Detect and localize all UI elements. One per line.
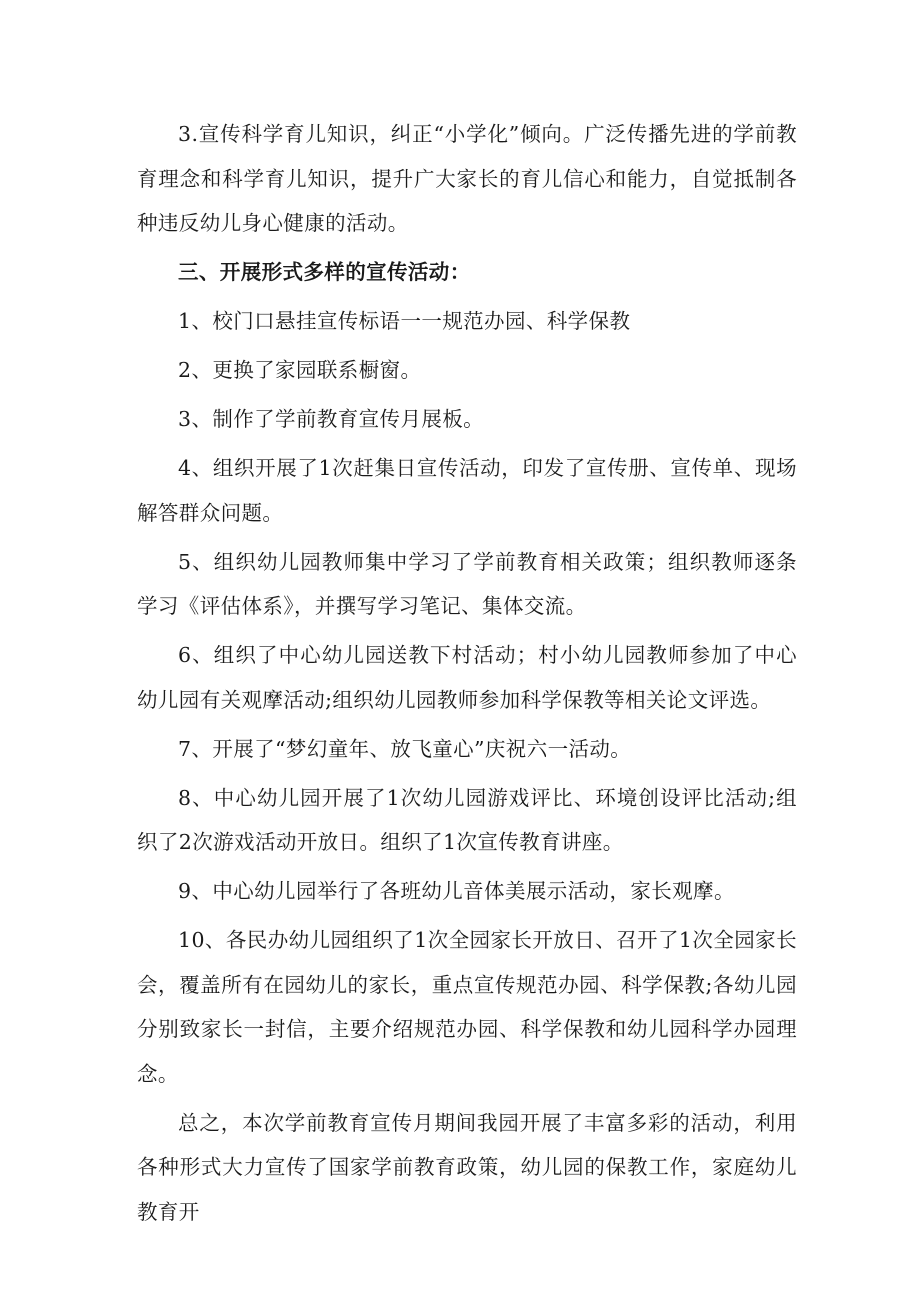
list-item-9-arts-showcase: 9、中心幼儿园举行了各班幼儿音体美展示活动，家长观摩。 (178, 879, 735, 903)
summary-paragraph: 总之，本次学前教育宣传月期间我园开展了丰富多彩的活动，利用各种形式大力宣传了国家学前教育政策，幼儿园的保教工作，家庭幼儿教育开 (137, 1110, 797, 1224)
list-item-8-game-evaluation: 8、中心幼儿园开展了1次幼儿园游戏评比、环境创设评比活动;组织了2次游戏活动开放日。组织了1次宣传教育讲座。 (137, 785, 797, 854)
list-item-2-display-window: 2、更换了家园联系橱窗。 (178, 358, 422, 382)
list-item-4-market-day: 4、组织开展了1次赶集日宣传活动，印发了宣传册、宣传单、现场解答群众问题。 (137, 456, 797, 525)
list-item-1-slogan: 1、校门口悬挂宣传标语一一规范办园、科学保教 (178, 309, 631, 333)
paragraph-item-3-science-parenting: 3.宣传科学育儿知识，纠正“小学化”倾向。广泛传播先进的学前教育理念和科学育儿知识，提升广大家长的育儿信心和能力，自觉抵制各种违反幼儿身心健康的活动。 (137, 122, 797, 235)
list-item-6-village-teaching: 6、组织了中心幼儿园送教下村活动；村小幼儿园教师参加了中心幼儿园有关观摩活动;组织幼儿园教师参加科学保教等相关论文评选。 (137, 643, 797, 712)
list-item-3-display-board: 3、制作了学前教育宣传月展板。 (178, 407, 485, 431)
document-body (137, 112, 797, 1239)
list-item-10-private-kindergartens: 10、各民办幼儿园组织了1次全园家长开放日、召开了1次全园家长会，覆盖所有在园幼儿的家长，重点宣传规范办园、科学保教;各幼儿园分别致家长一封信，主要介绍规范办园、科学保教和幼儿园科学办园理念。 (137, 928, 797, 1086)
list-item-5-teacher-study: 5、组织幼儿园教师集中学习了学前教育相关政策；组织教师逐条学习《评估体系》，并撰写学习笔记、集体交流。 (137, 549, 797, 618)
section-heading-publicity-activities: 三、开展形式多样的宣传活动： (178, 260, 471, 284)
list-item-7-childrens-day: 7、开展了“梦幻童年、放飞童心”庆祝六一活动。 (178, 736, 632, 761)
